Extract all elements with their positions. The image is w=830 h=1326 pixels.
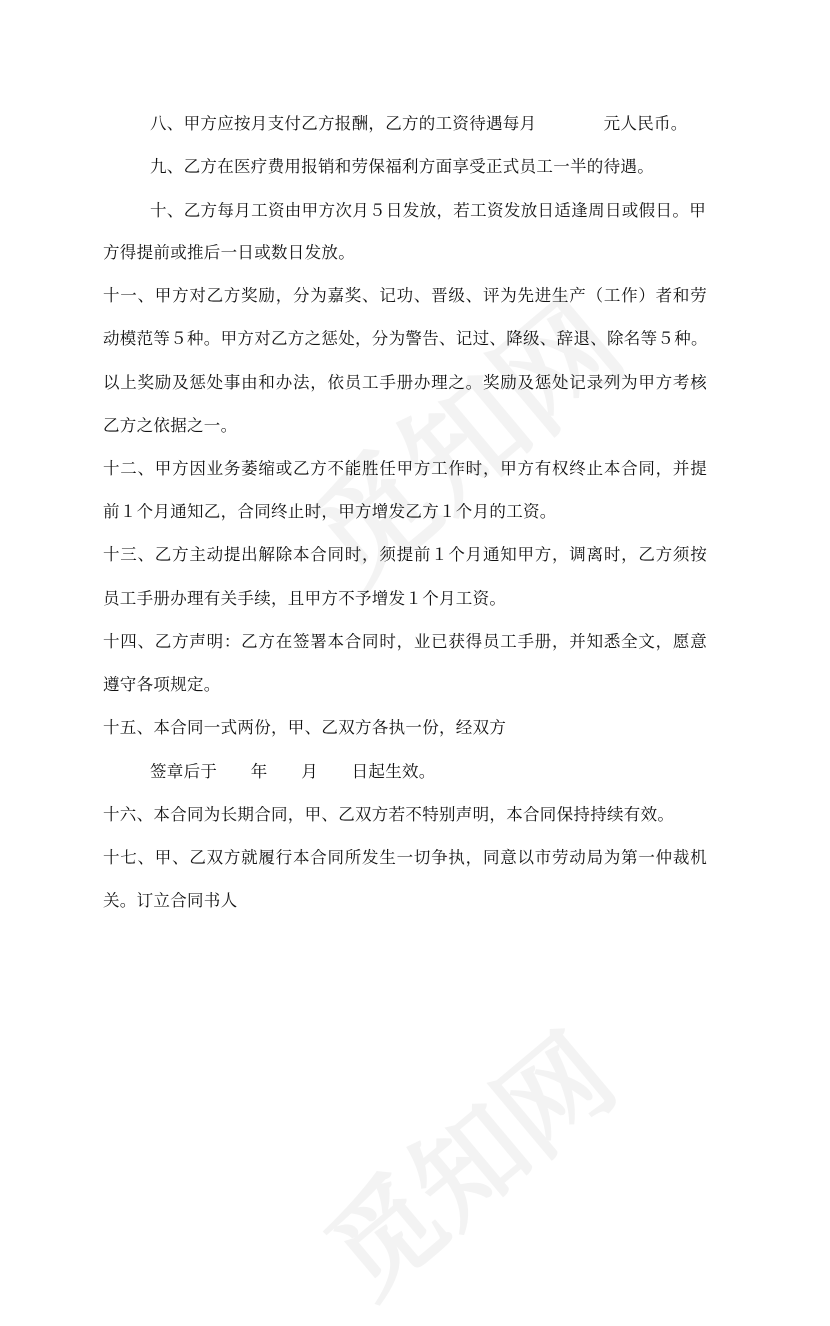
clause-14-line-1: 十四、乙方声明：乙方在签署本合同时，业已获得员工手册，并知悉全文，愿意 [103, 632, 707, 651]
clause-12-line-1: 十二、甲方因业务萎缩或乙方不能胜任甲方工作时，甲方有权终止本合同，并提 [103, 459, 707, 478]
clause-11-line-3: 以上奖励及惩处事由和办法，依员工手册办理之。奖励及惩处记录列为甲方考核 [103, 373, 707, 392]
watermark [288, 992, 642, 1325]
clause-11-line-1: 十一、甲方对乙方奖励，分为嘉奖、记功、晋级、评为先进生产（工作）者和劳 [103, 286, 707, 305]
clause-13-line-2: 员工手册办理有关手续，且甲方不予增发１个月工资。 [103, 589, 507, 608]
clause-14-line-2: 遵守各项规定。 [103, 675, 221, 694]
clause-11-line-4: 乙方之依据之一。 [103, 416, 238, 435]
clause-10-line-1: 十、乙方每月工资由甲方次月５日发放，若工资发放日适逢周日或假日。甲 [150, 201, 706, 220]
clause-15-line-2: 签章后于 年 月 日起生效。 [150, 762, 436, 781]
clause-11-line-2: 动模范等５种。甲方对乙方之惩处，分为警告、记过、降级、辞退、除名等５种。 [103, 329, 708, 348]
clause-8: 八、甲方应按月支付乙方报酬，乙方的工资待遇每月 元人民币。 [150, 114, 688, 133]
clause-13-line-1: 十三、乙方主动提出解除本合同时，须提前１个月通知甲方，调离时，乙方须按 [103, 545, 707, 564]
clause-17-line-2: 关。订立合同书人 [103, 891, 238, 910]
clause-17-line-1: 十七、甲、乙双方就履行本合同所发生一切争执，同意以市劳动局为第一仲裁机 [103, 848, 707, 867]
clause-12-line-2: 前１个月通知乙，合同终止时，甲方增发乙方１个月的工资。 [103, 502, 557, 521]
clause-15-line-1: 十五、本合同一式两份，甲、乙双方各执一份，经双方 [103, 718, 507, 737]
clause-9: 九、乙方在医疗费用报销和劳保福利方面享受正式员工一半的待遇。 [150, 157, 654, 176]
clause-16: 十六、本合同为长期合同，甲、乙双方若不特别声明，本合同保持持续有效。 [103, 805, 675, 824]
clause-10-line-2: 方得提前或推后一日或数日发放。 [103, 243, 355, 262]
